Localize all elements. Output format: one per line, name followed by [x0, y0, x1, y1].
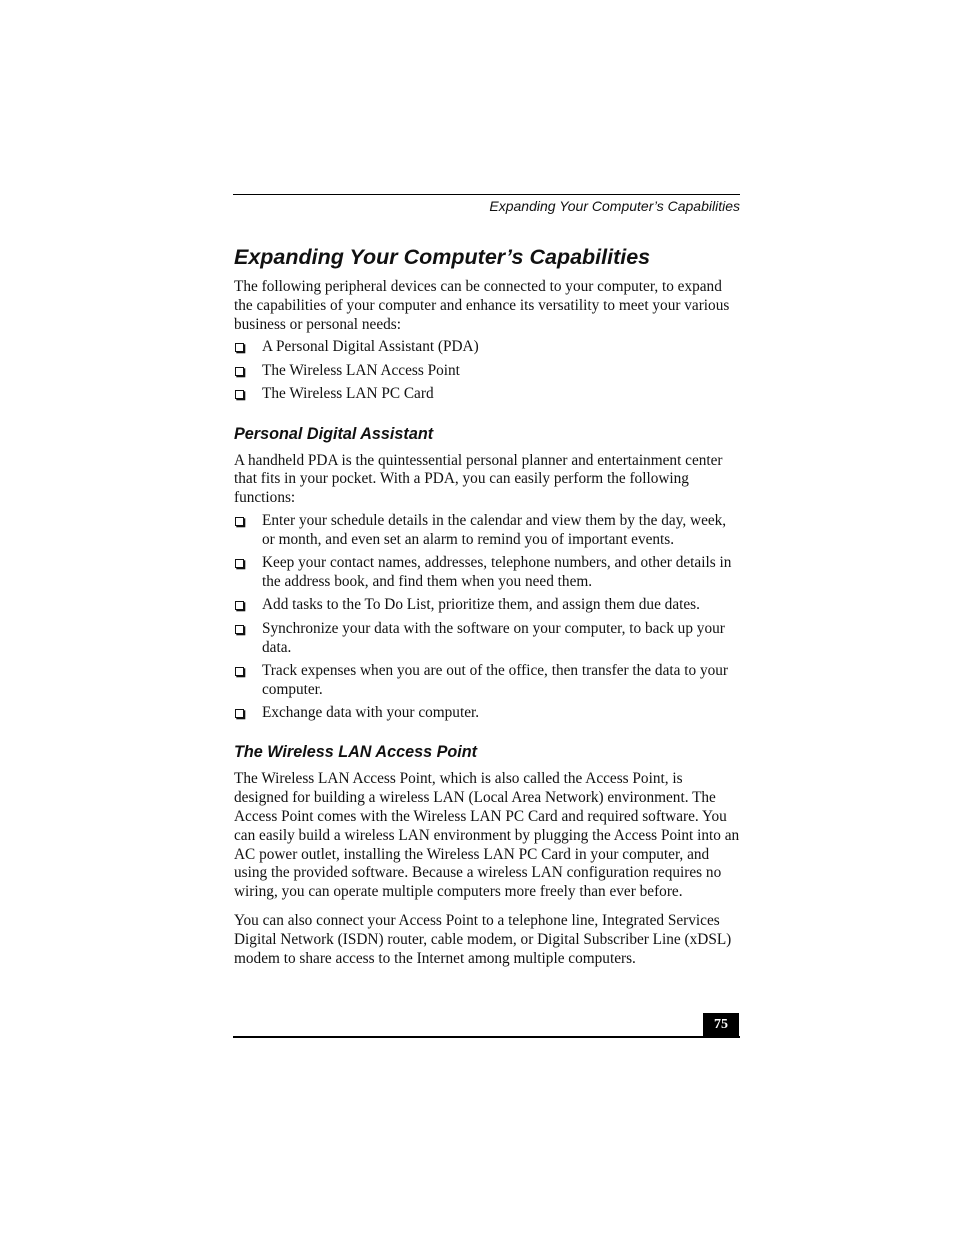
- checkbox-bullet-icon: [235, 625, 244, 634]
- checkbox-bullet-icon: [235, 601, 244, 610]
- device-list: [234, 338, 740, 404]
- page-content: [234, 242, 740, 972]
- list-item-text: The Wireless LAN PC Card: [262, 385, 434, 403]
- page-number: 75: [703, 1013, 739, 1037]
- pda-function-list: [234, 512, 740, 723]
- access-point-paragraph-2: You can also connect your Access Point to a telephone line, Integrated Services Digital Network (ISDN) router, cable modem, or Digital Subscriber Line (xDSL) modem to share access to the Internet among multiple computers.: [234, 912, 732, 967]
- checkbox-bullet-icon: [235, 390, 244, 399]
- page-title: Expanding Your Computer’s Capabilities: [234, 245, 651, 269]
- list-item-text: Exchange data with your computer.: [262, 704, 480, 722]
- intro-paragraph: The following peripheral devices can be connected to your computer, to expand the capabilities of your computer and enhance its versatility to meet your various business or personal needs:: [234, 278, 730, 333]
- list-item-text: A Personal Digital Assistant (PDA): [262, 338, 479, 356]
- list-item: [234, 512, 740, 550]
- list-item-text: Track expenses when you are out of the office, then transfer the data to your computer.: [262, 661, 728, 698]
- access-point-heading: The Wireless LAN Access Point: [234, 743, 478, 762]
- spacer: [234, 727, 740, 742]
- list-item-text: Keep your contact names, addresses, telephone numbers, and other details in the address book, and find them when you need them.: [262, 554, 732, 590]
- checkbox-bullet-icon: [235, 517, 244, 526]
- list-item: [234, 704, 740, 723]
- list-item: [234, 554, 740, 592]
- checkbox-bullet-icon: [235, 709, 244, 718]
- header-rule: [233, 194, 740, 195]
- list-item-text: The Wireless LAN Access Point: [262, 361, 460, 379]
- list-item: [234, 338, 740, 357]
- list-item: [234, 662, 740, 700]
- list-item: [234, 385, 740, 404]
- checkbox-bullet-icon: [235, 367, 244, 376]
- pda-heading: Personal Digital Assistant: [234, 424, 434, 443]
- checkbox-bullet-icon: [235, 559, 244, 568]
- list-item: [234, 620, 740, 658]
- checkbox-bullet-icon: [235, 343, 244, 352]
- list-item-text: Enter your schedule details in the calendar and view them by the day, week, or month, and even set an alarm to remind you of important events.: [262, 511, 727, 548]
- pda-intro-paragraph: A handheld PDA is the quintessential personal planner and entertainment center that fits in your pocket. With a PDA, you can easily perform the following functions:: [234, 451, 723, 507]
- list-item-text: Add tasks to the To Do List, prioritize them, and assign them due dates.: [262, 596, 700, 614]
- list-item: [234, 362, 740, 381]
- spacer: [234, 409, 740, 424]
- list-item: [234, 596, 740, 615]
- footer-rule: [233, 1036, 740, 1038]
- list-item-text: Synchronize your data with the software on your computer, to back up your data.: [262, 619, 725, 656]
- running-head: Expanding Your Computer’s Capabilities: [489, 198, 740, 214]
- access-point-paragraph-1: The Wireless LAN Access Point, which is also called the Access Point, is designed for building a wireless LAN (Local Area Network) environment. The Access Point comes with the Wireless LAN PC Card and required software. You can easily build a wireless LAN environment by plugging the Access Point into an AC power outlet, installing the Wireless LAN PC Card in your computer, and using the provided software. Because a wireless LAN configuration requires no wiring, you can operate multiple computers more freely than ever before.: [234, 770, 740, 901]
- checkbox-bullet-icon: [235, 667, 244, 676]
